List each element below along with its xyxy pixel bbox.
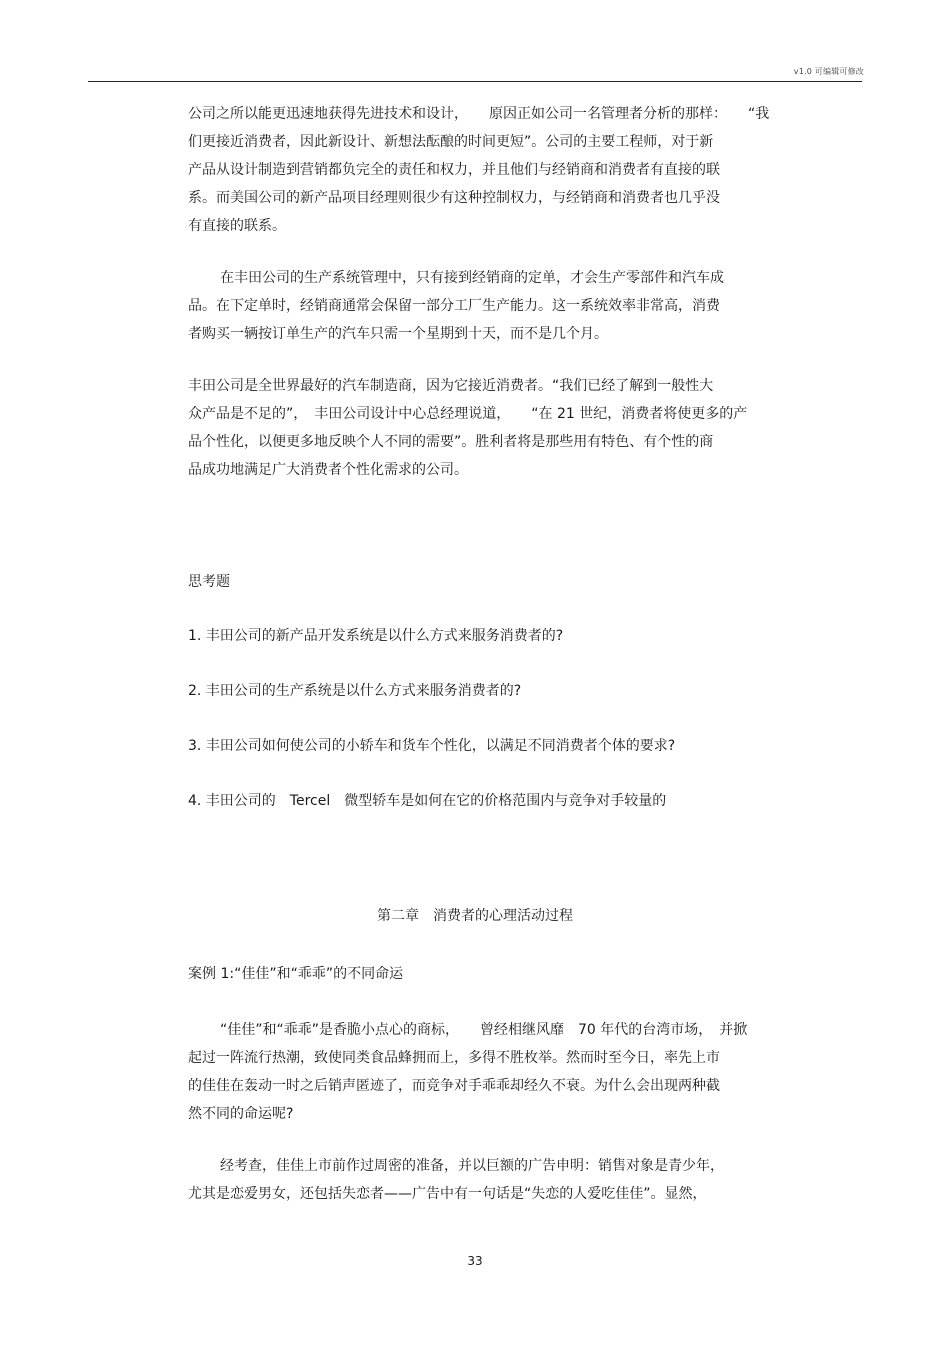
- paragraph-line: 们更接近消费者，因此新设计、新想法酝酿的时间更短”。公司的主要工程师，对于新: [188, 134, 714, 150]
- paragraph-line: 品成功地满足广大消费者个性化需求的公司。: [188, 462, 468, 478]
- paragraph-line: 丰田公司是全世界最好的汽车制造商，因为它接近消费者。“我们已经了解到一般性大: [188, 378, 714, 394]
- question-item: 4. 丰田公司的 Tercel 微型轿车是如何在它的价格范围内与竞争对手较量的: [188, 793, 667, 809]
- question-item: 1. 丰田公司的新产品开发系统是以什么方式来服务消费者的?: [188, 628, 564, 644]
- document-body: [188, 100, 828, 1208]
- questions-heading: 思考题: [188, 574, 230, 590]
- paragraph-2: [188, 264, 828, 348]
- paragraph-line: 众产品是不足的”， 丰田公司设计中心总经理说道， “在 21 世纪，消费者将使更多的产: [188, 406, 748, 422]
- questions-list: [188, 622, 828, 815]
- paragraph-line: 产品从设计制造到营销都负完全的责任和权力，并且他们与经销商和消费者有直接的联: [188, 162, 720, 178]
- case-title: 案例 1:“佳佳”和“乖乖”的不同命运: [188, 966, 404, 982]
- paragraph-1: [188, 100, 828, 240]
- paragraph-line: 经考查，佳佳上市前作过周密的准备，并以巨额的广告申明：销售对象是青少年，: [220, 1158, 724, 1174]
- paragraph-line: 品。在下定单时，经销商通常会保留一部分工厂生产能力。这一系统效率非常高，消费: [188, 298, 720, 314]
- paragraph-line: 品个性化，以便更多地反映个人不同的需要”。胜利者将是那些用有特色、有个性的商: [188, 434, 714, 450]
- chapter-title: 第二章 消费者的心理活动过程: [377, 908, 573, 924]
- paragraph-line: 尤其是恋爱男女，还包括失恋者——广告中有一句话是“失恋的人爱吃佳佳”。显然，: [188, 1186, 707, 1202]
- case-paragraph-2: [188, 1152, 828, 1208]
- paragraph-line: 然不同的命运呢?: [188, 1106, 294, 1122]
- paragraph-line: 在丰田公司的生产系统管理中，只有接到经销商的定单，才会生产零部件和汽车成: [220, 270, 724, 286]
- question-item: 2. 丰田公司的生产系统是以什么方式来服务消费者的?: [188, 683, 522, 699]
- paragraph-line: 系。而美国公司的新产品项目经理则很少有这种控制权力，与经销商和消费者也几乎没: [188, 190, 720, 206]
- header-note: v1.0 可编辑可修改: [793, 67, 864, 76]
- paragraph-line: 有直接的联系。: [188, 218, 286, 234]
- paragraph-3: [188, 372, 828, 484]
- page-number: 33: [467, 1254, 483, 1268]
- paragraph-line: 者购买一辆按订单生产的汽车只需一个星期到十天，而不是几个月。: [188, 326, 608, 342]
- paragraph-line: 起过一阵流行热潮，致使同类食品蜂拥而上，多得不胜枚举。然而时至今日，率先上市: [188, 1050, 720, 1066]
- paragraph-line: 公司之所以能更迅速地获得先进技术和设计， 原因正如公司一名管理者分析的那样： “我: [188, 106, 770, 122]
- paragraph-line: “佳佳”和“乖乖”是香脆小点心的商标， 曾经相继风靡 70 年代的台湾市场， 并掀: [220, 1022, 748, 1038]
- header-rule: [88, 81, 862, 82]
- question-item: 3. 丰田公司如何使公司的小轿车和货车个性化，以满足不同消费者个体的要求?: [188, 738, 676, 754]
- case-paragraph-1: [188, 1016, 828, 1128]
- paragraph-line: 的佳佳在轰动一时之后销声匿迹了，而竞争对手乖乖却经久不衰。为什么会出现两种截: [188, 1078, 720, 1094]
